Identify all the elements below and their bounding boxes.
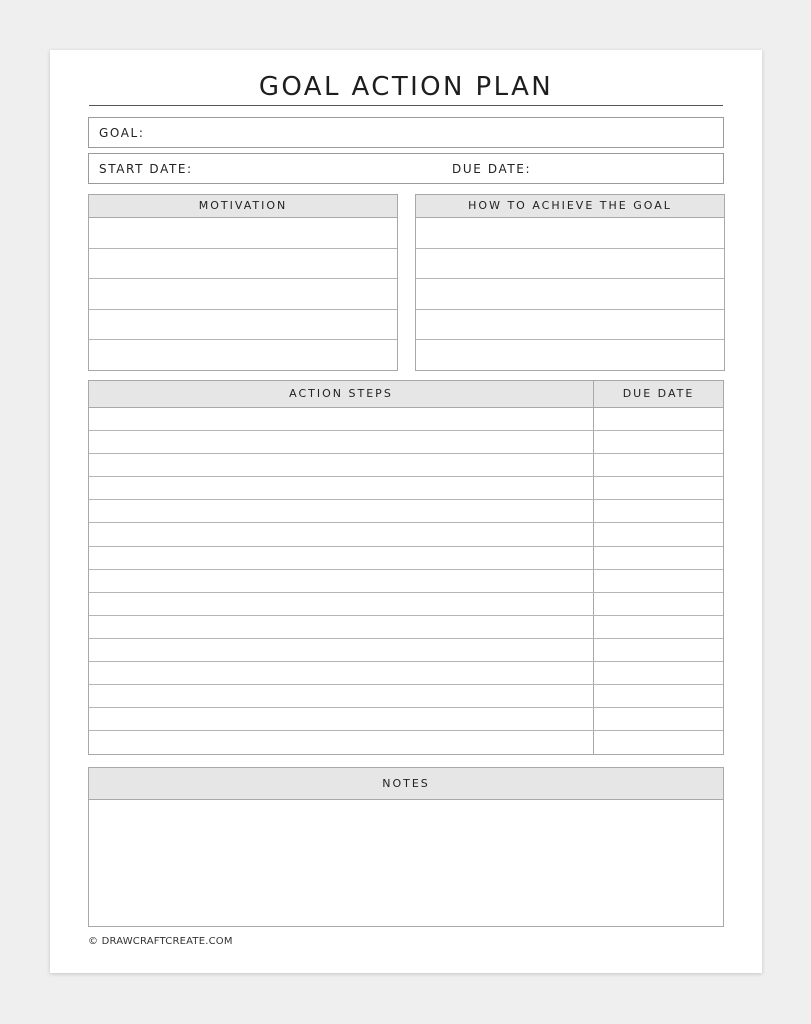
table-row [89, 708, 723, 731]
motivation-line[interactable] [89, 279, 397, 310]
due-date-cell[interactable] [594, 431, 723, 453]
action-steps-header-row [89, 381, 723, 408]
table-row [89, 662, 723, 685]
action-step-cell[interactable] [89, 500, 594, 522]
due-date-cell[interactable] [594, 616, 723, 638]
due-date-label: DUE DATE: [452, 162, 532, 176]
action-step-cell[interactable] [89, 431, 594, 453]
due-date-cell[interactable] [594, 731, 723, 754]
motivation-lines [89, 218, 397, 371]
due-date-cell[interactable] [594, 570, 723, 592]
due-date-cell[interactable] [594, 500, 723, 522]
motivation-header: MOTIVATION [89, 195, 397, 218]
due-date-cell[interactable] [594, 593, 723, 615]
notes-box [88, 767, 724, 927]
action-step-cell[interactable] [89, 639, 594, 661]
motivation-line[interactable] [89, 340, 397, 371]
table-row [89, 616, 723, 639]
table-row [89, 431, 723, 454]
table-row [89, 523, 723, 546]
how-to-achieve-panel [415, 194, 725, 371]
action-step-cell[interactable] [89, 523, 594, 545]
action-step-cell[interactable] [89, 731, 594, 754]
action-step-cell[interactable] [89, 593, 594, 615]
start-date-label: START DATE: [99, 162, 193, 176]
goal-field[interactable] [88, 117, 724, 148]
how-to-achieve-line[interactable] [416, 218, 724, 249]
how-to-achieve-header: HOW TO ACHIEVE THE GOAL [416, 195, 724, 218]
due-date-cell[interactable] [594, 477, 723, 499]
due-date-cell[interactable] [594, 708, 723, 730]
table-row [89, 408, 723, 431]
table-row [89, 547, 723, 570]
table-row [89, 570, 723, 593]
table-row [89, 500, 723, 523]
title-underline [89, 105, 723, 106]
notes-area[interactable] [89, 800, 723, 926]
table-row [89, 639, 723, 662]
action-step-cell[interactable] [89, 570, 594, 592]
due-date-cell[interactable] [594, 547, 723, 569]
action-step-cell[interactable] [89, 454, 594, 476]
how-to-achieve-line[interactable] [416, 249, 724, 280]
table-row [89, 454, 723, 477]
motivation-line[interactable] [89, 218, 397, 249]
how-to-achieve-line[interactable] [416, 279, 724, 310]
due-date-cell[interactable] [594, 639, 723, 661]
due-date-cell[interactable] [594, 454, 723, 476]
dates-field[interactable] [88, 153, 724, 184]
action-step-cell[interactable] [89, 477, 594, 499]
planner-sheet [50, 50, 762, 973]
action-step-cell[interactable] [89, 616, 594, 638]
notes-header: NOTES [89, 768, 723, 800]
action-step-cell[interactable] [89, 408, 594, 430]
table-row [89, 477, 723, 500]
table-row [89, 593, 723, 616]
how-to-achieve-line[interactable] [416, 310, 724, 341]
action-steps-rows [89, 408, 723, 754]
copyright-footer: © DRAWCRAFTCREATE.COM [88, 936, 233, 947]
action-steps-table [88, 380, 724, 755]
how-to-achieve-line[interactable] [416, 340, 724, 371]
action-step-cell[interactable] [89, 662, 594, 684]
motivation-line[interactable] [89, 310, 397, 341]
due-date-cell[interactable] [594, 662, 723, 684]
action-step-cell[interactable] [89, 685, 594, 707]
how-to-achieve-lines [416, 218, 724, 371]
action-step-cell[interactable] [89, 708, 594, 730]
goal-label: GOAL: [99, 126, 145, 140]
due-date-cell[interactable] [594, 523, 723, 545]
due-date-cell[interactable] [594, 685, 723, 707]
due-date-header: DUE DATE [622, 387, 695, 400]
table-row [89, 731, 723, 754]
table-row [89, 685, 723, 708]
motivation-line[interactable] [89, 249, 397, 280]
motivation-panel [88, 194, 398, 371]
action-step-cell[interactable] [89, 547, 594, 569]
page-title: GOAL ACTION PLAN [258, 72, 554, 102]
due-date-cell[interactable] [594, 408, 723, 430]
action-steps-header: ACTION STEPS [89, 381, 594, 407]
